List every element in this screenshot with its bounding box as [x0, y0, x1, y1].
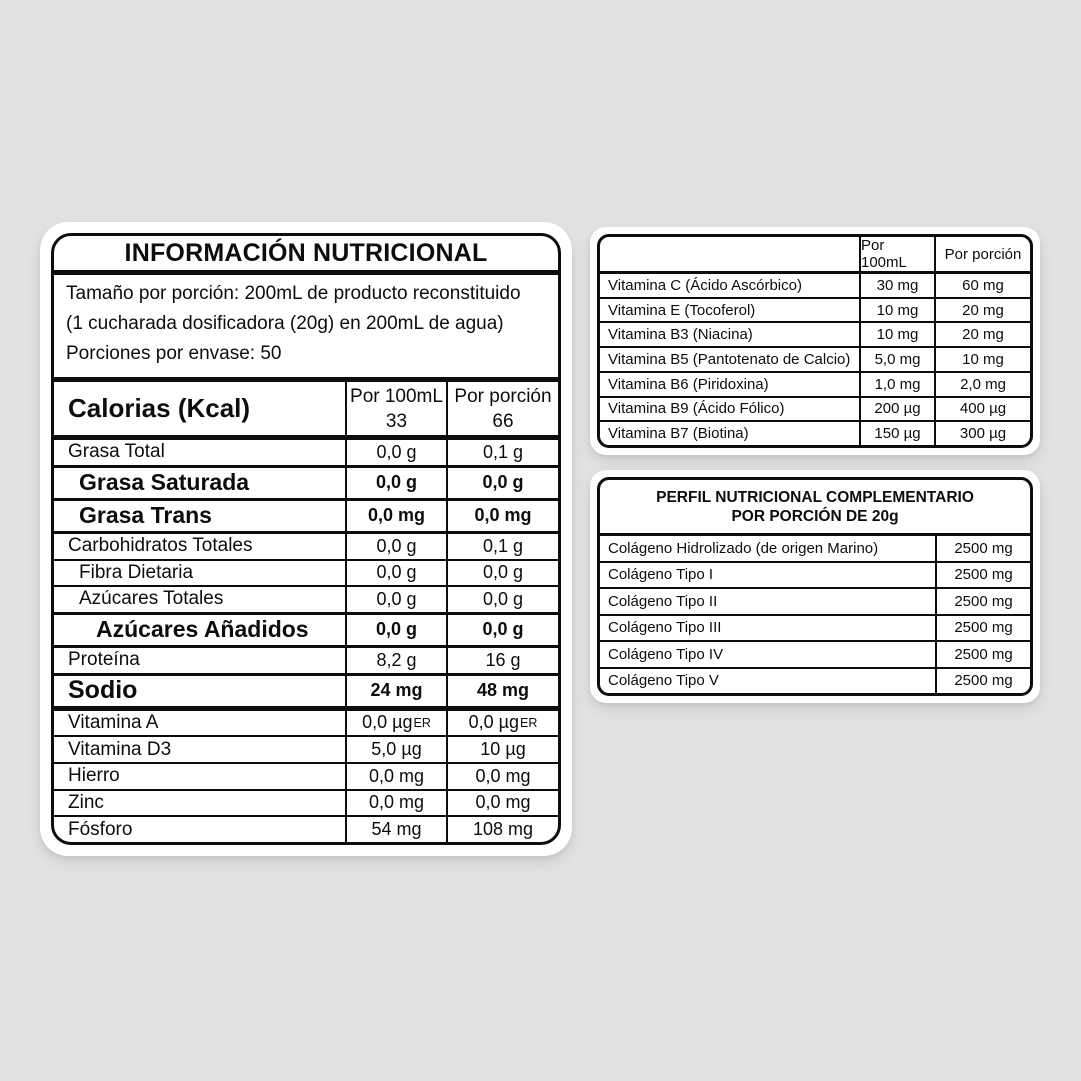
per-100ml-value: 0,0 µg ER	[345, 711, 446, 736]
collagen-value: 2500 mg	[935, 563, 1030, 588]
per-100ml-value: 200 µg	[859, 398, 934, 421]
nutrient-label: Vitamina D3	[68, 738, 172, 760]
collagen-value: 2500 mg	[935, 536, 1030, 561]
vitamins-per-100ml-header: Por 100mL	[859, 237, 934, 271]
vitamin-row	[600, 297, 1030, 322]
per-portion-value: 0,0 µg ER	[446, 711, 558, 736]
per-100ml-value: 0,0 g	[345, 440, 446, 465]
per-portion-value: 0,0 g	[446, 561, 558, 586]
collagen-rows	[600, 536, 1030, 693]
nutrient-label: Proteína	[68, 649, 140, 671]
calories-row	[54, 382, 558, 440]
per-100ml-value: 30 mg	[859, 274, 934, 297]
collagen-row	[600, 614, 1030, 641]
nutrient-label: Fibra Dietaria	[79, 561, 194, 583]
vitamin-label: Vitamina C (Ácido Ascórbico)	[608, 276, 802, 294]
calories-per-100ml: 33	[385, 410, 408, 432]
per-portion-value: 2,0 mg	[934, 373, 1030, 396]
collagen-row	[600, 536, 1030, 561]
profile-title-line2: POR PORCIÓN DE 20g	[731, 508, 899, 525]
vitamin-label: Vitamina B3 (Niacina)	[608, 326, 753, 344]
nutrient-row	[54, 585, 558, 612]
vitamins-table	[597, 234, 1033, 448]
nutrition-facts-table	[51, 233, 561, 845]
per-portion-value: 0,0 g	[446, 468, 558, 498]
vitamin-label: Vitamina B7 (Biotina)	[608, 425, 749, 443]
nutrient-row	[54, 789, 558, 816]
nutrient-label: Grasa Saturada	[79, 469, 250, 496]
profile-title	[600, 480, 1030, 536]
empty-header-cell	[600, 237, 859, 271]
per-portion-header-cell	[446, 382, 558, 435]
nutrient-row	[54, 612, 558, 645]
collagen-value: 2500 mg	[935, 589, 1030, 614]
serving-detail-line: (1 cucharada dosificadora (20g) en 200mL de agua)	[66, 313, 504, 334]
nutrient-label: Hierro	[68, 765, 120, 787]
per-100ml-value: 5,0 µg	[345, 737, 446, 762]
per-portion-value: 300 µg	[934, 422, 1030, 445]
vitamin-row	[600, 396, 1030, 421]
per-100ml-value: 0,0 g	[345, 534, 446, 559]
collagen-row	[600, 667, 1030, 694]
nutrient-row	[54, 673, 558, 706]
collagen-label: Colágeno Tipo II	[608, 592, 718, 610]
per-100ml-value: 10 mg	[859, 299, 934, 322]
per-100ml-value: 24 mg	[345, 676, 446, 706]
collagen-label: Colágeno Hidrolizado (de origen Marino)	[608, 539, 879, 557]
vitamins-header-row	[600, 237, 1030, 274]
unit-suffix: ER	[520, 715, 538, 730]
per-100ml-header-cell	[345, 382, 446, 435]
per-portion-value: 0,0 g	[446, 587, 558, 612]
per-100ml-value: 8,2 g	[345, 648, 446, 673]
nutrient-row	[54, 762, 558, 789]
vitamin-label: Vitamina B6 (Piridoxina)	[608, 375, 769, 393]
per-100ml-value: 0,0 g	[345, 615, 446, 645]
per-portion-value: 0,0 mg	[446, 791, 558, 816]
nutrient-label: Azúcares Totales	[79, 588, 224, 610]
per-portion-value: 10 µg	[446, 737, 558, 762]
per-100ml-value: 0,0 g	[345, 587, 446, 612]
vitamin-row	[600, 420, 1030, 445]
per-portion-value: 0,1 g	[446, 534, 558, 559]
per-100ml-value: 0,0 mg	[345, 501, 446, 531]
nutrient-label: Vitamina A	[68, 711, 159, 733]
per-100ml-value: 10 mg	[859, 323, 934, 346]
nutrient-row	[54, 465, 558, 498]
per-100ml-value: 0,0 mg	[345, 764, 446, 789]
per-portion-value: 20 mg	[934, 299, 1030, 322]
collagen-value: 2500 mg	[935, 616, 1030, 641]
nutrient-row	[54, 815, 558, 842]
nutrient-row	[54, 735, 558, 762]
vitamins-panel	[590, 227, 1040, 455]
nutrition-facts-panel	[40, 222, 572, 856]
per-100ml-value: 54 mg	[345, 817, 446, 842]
vitamin-row	[600, 274, 1030, 297]
calories-label: Calorias (Kcal)	[68, 393, 251, 423]
per-portion-value: 10 mg	[934, 348, 1030, 371]
per-100ml-value: 5,0 mg	[859, 348, 934, 371]
collagen-value: 2500 mg	[935, 642, 1030, 667]
vitamin-rows	[600, 274, 1030, 445]
servings-per-container-line: Porciones por envase: 50	[66, 343, 282, 364]
vitamins-per-portion-header: Por porción	[934, 237, 1030, 271]
per-100ml-value: 0,0 g	[345, 468, 446, 498]
vitamin-label: Vitamina B5 (Pantotenato de Calcio)	[608, 351, 851, 369]
per-portion-value: 0,0 mg	[446, 501, 558, 531]
per-portion-value: 108 mg	[446, 817, 558, 842]
per-portion-value: 0,0 g	[446, 615, 558, 645]
calories-per-portion: 66	[492, 410, 514, 432]
vitamin-row	[600, 346, 1030, 371]
nutrient-label: Azúcares Añadidos	[96, 616, 309, 643]
per-portion-value: 0,1 g	[446, 440, 558, 465]
serving-size-line: Tamaño por porción: 200mL de producto reconstituido	[66, 283, 521, 304]
per-100ml-value: 0,0 mg	[345, 791, 446, 816]
per-portion-value: 48 mg	[446, 676, 558, 706]
nutrient-label: Carbohidratos Totales	[68, 535, 253, 557]
nutrient-label: Sodio	[68, 676, 138, 705]
serving-info	[54, 275, 558, 382]
vitamin-row	[600, 321, 1030, 346]
profile-title-line1: PERFIL NUTRICIONAL COMPLEMENTARIO	[656, 489, 974, 506]
nutrient-row	[54, 559, 558, 586]
per-portion-value: 20 mg	[934, 323, 1030, 346]
nutrient-rows	[54, 440, 558, 842]
per-portion-value: 60 mg	[934, 274, 1030, 297]
per-portion-header: Por porción	[454, 385, 552, 407]
vitamin-label: Vitamina E (Tocoferol)	[608, 301, 756, 319]
nutrient-row	[54, 531, 558, 559]
unit-suffix: ER	[413, 715, 431, 730]
vitamin-label: Vitamina B9 (Ácido Fólico)	[608, 400, 785, 418]
nutrient-row	[54, 706, 558, 736]
collagen-label: Colágeno Tipo V	[608, 672, 719, 690]
panel-title: INFORMACIÓN NUTRICIONAL	[54, 236, 558, 275]
collagen-row	[600, 587, 1030, 614]
collagen-label: Colágeno Tipo III	[608, 619, 722, 637]
complementary-profile-panel	[590, 470, 1040, 703]
nutrient-label: Grasa Total	[68, 441, 165, 463]
collagen-value: 2500 mg	[935, 669, 1030, 694]
nutrient-row	[54, 498, 558, 531]
per-100ml-value: 0,0 g	[345, 561, 446, 586]
per-portion-value: 16 g	[446, 648, 558, 673]
collagen-label: Colágeno Tipo I	[608, 566, 714, 584]
vitamin-row	[600, 371, 1030, 396]
per-100ml-value: 150 µg	[859, 422, 934, 445]
per-portion-value: 0,0 mg	[446, 764, 558, 789]
nutrient-label: Grasa Trans	[79, 502, 212, 529]
nutrient-row	[54, 440, 558, 465]
per-100ml-value: 1,0 mg	[859, 373, 934, 396]
nutrient-label: Zinc	[68, 791, 104, 813]
complementary-profile-table	[597, 477, 1033, 696]
collagen-row	[600, 561, 1030, 588]
per-portion-value: 400 µg	[934, 398, 1030, 421]
nutrient-row	[54, 645, 558, 673]
nutrient-label: Fósforo	[68, 818, 133, 840]
collagen-label: Colágeno Tipo IV	[608, 645, 724, 663]
collagen-row	[600, 640, 1030, 667]
per-100ml-header: Por 100mL	[350, 385, 443, 407]
